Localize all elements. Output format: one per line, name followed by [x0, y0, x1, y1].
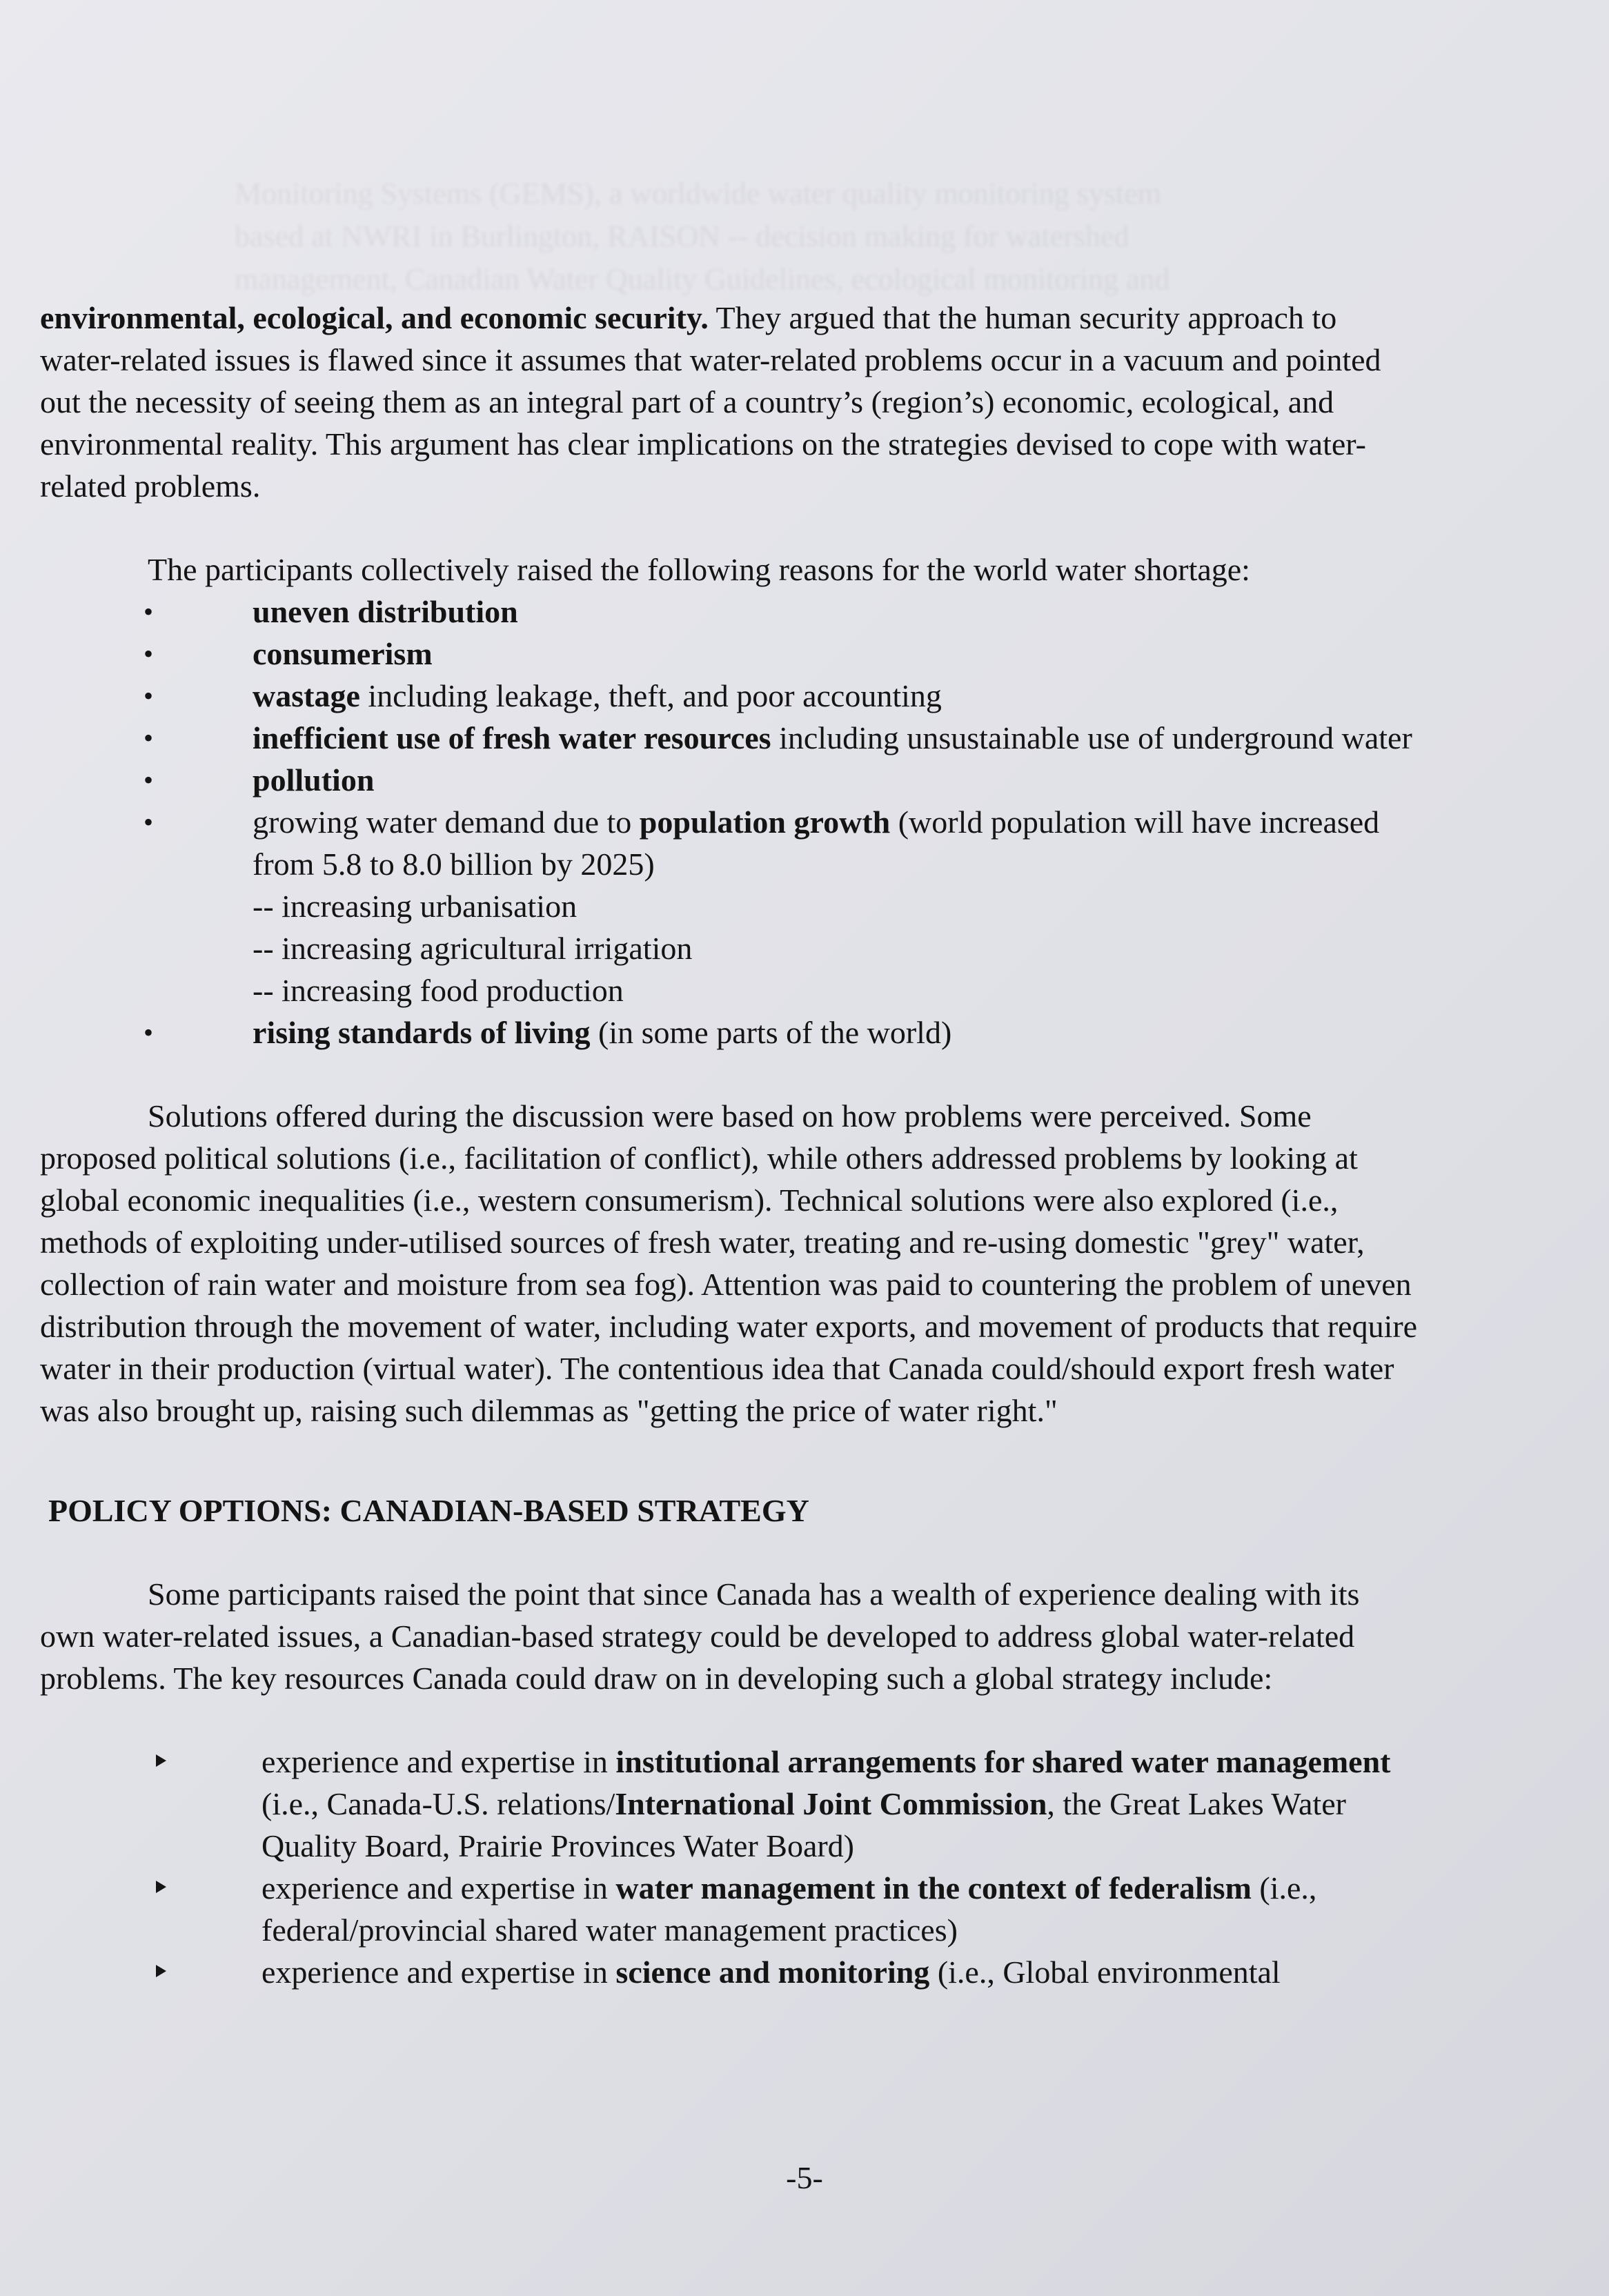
- arrow-bullet-icon: [156, 1881, 166, 1893]
- reasons-intro: The participants collectively raised the following reasons for the world water shortage:: [148, 552, 1250, 587]
- bullet-icon: •: [144, 596, 154, 627]
- list-item: • inefficient use of fresh water resources including unsustainable use of underground water: [40, 717, 1420, 759]
- bleed-line: based at NWRI in Burlington, RAISON -- decision making for watershed: [235, 219, 1129, 253]
- page-number: -5-: [786, 2160, 823, 2195]
- section-heading: POLICY OPTIONS: CANADIAN-BASED STRATEGY: [48, 1493, 809, 1528]
- page-body: [40, 297, 1420, 1993]
- bullet-icon: •: [144, 1017, 154, 1048]
- list-item: experience and expertise in science and monitoring (i.e., Global environmental: [40, 1951, 1420, 1993]
- list-item: • growing water demand due to population growth (world population will have increased from 5.8 to 8.0 billion by 2025) -- increasing urbanisation -- increasing agricultural irrigation -- increasing food production: [40, 801, 1420, 1011]
- paragraph-text: They argued that the human security approach to water-related issues is flawed since it assumes that water-related problems occur in a vacuum and pointed out the necessity of seeing them as an integral part of a country’s (region’s) economic, ecological, and environmental reality. This argument has clear implications on the strategies devised to cope with water-related problems.: [40, 300, 1381, 504]
- bold-lead: environmental, ecological, and economic security.: [40, 300, 709, 335]
- list-item: experience and expertise in institutional arrangements for shared water management (i.e., Canada-U.S. relations/International Joint Commission, the Great Lakes Water Quality Board, Prairie Provinces Water Board): [40, 1741, 1420, 1867]
- strategy-intro: Some participants raised the point that since Canada has a wealth of experience dealing with its own water-related issues, a Canadian-based strategy could be developed to address global water-related problems. The key resources Canada could draw on in developing such a global strategy include:: [40, 1576, 1360, 1696]
- bullet-icon: •: [144, 722, 154, 753]
- arrow-bullet-icon: [156, 1754, 166, 1767]
- solutions-paragraph: Solutions offered during the discussion were based on how problems were perceived. Some proposed political solutions (i.e., facilitation of conflict), while others addressed problems by looking at global economic inequalities (i.e., western consumerism). Technical solutions were also explored (i.e., methods of exploiting under-utilised sources of fresh water, treating and re-using domestic "grey" water, collection of rain water and moisture from sea fog). Attention was paid to countering the problem of uneven distribution through the movement of water, including water exports, and movement of products that require water in their production (virtual water). The contentious idea that Canada could/should export fresh water was also brought up, raising such dilemmas as "getting the price of water right.": [40, 1098, 1418, 1428]
- reasons-list: [40, 591, 1420, 1053]
- sub-item: -- increasing food production: [253, 973, 624, 1008]
- list-item: • pollution: [40, 759, 1420, 801]
- sub-item: -- increasing urbanisation: [253, 889, 578, 924]
- list-item: experience and expertise in water management in the context of federalism (i.e., federal/provincial shared water management practices): [40, 1867, 1420, 1951]
- list-item: • consumerism: [40, 633, 1420, 675]
- bullet-icon: •: [144, 680, 154, 711]
- security-paragraph: [40, 297, 1420, 507]
- resources-list: [40, 1741, 1420, 1993]
- arrow-bullet-icon: [156, 1965, 166, 1977]
- bullet-icon: •: [144, 806, 154, 838]
- bleed-line: management, Canadian Water Quality Guidelines, ecological monitoring and: [235, 262, 1170, 296]
- bleed-line: Monitoring Systems (GEMS), a worldwide water quality monitoring system: [235, 177, 1162, 210]
- list-item: • wastage including leakage, theft, and poor accounting: [40, 675, 1420, 717]
- list-item: • uneven distribution: [40, 591, 1420, 633]
- sub-item: -- increasing agricultural irrigation: [253, 931, 693, 966]
- bullet-icon: •: [144, 638, 154, 669]
- list-item: • rising standards of living (in some parts of the world): [40, 1011, 1420, 1053]
- bullet-icon: •: [144, 764, 154, 795]
- bleed-through-text: [235, 172, 1421, 301]
